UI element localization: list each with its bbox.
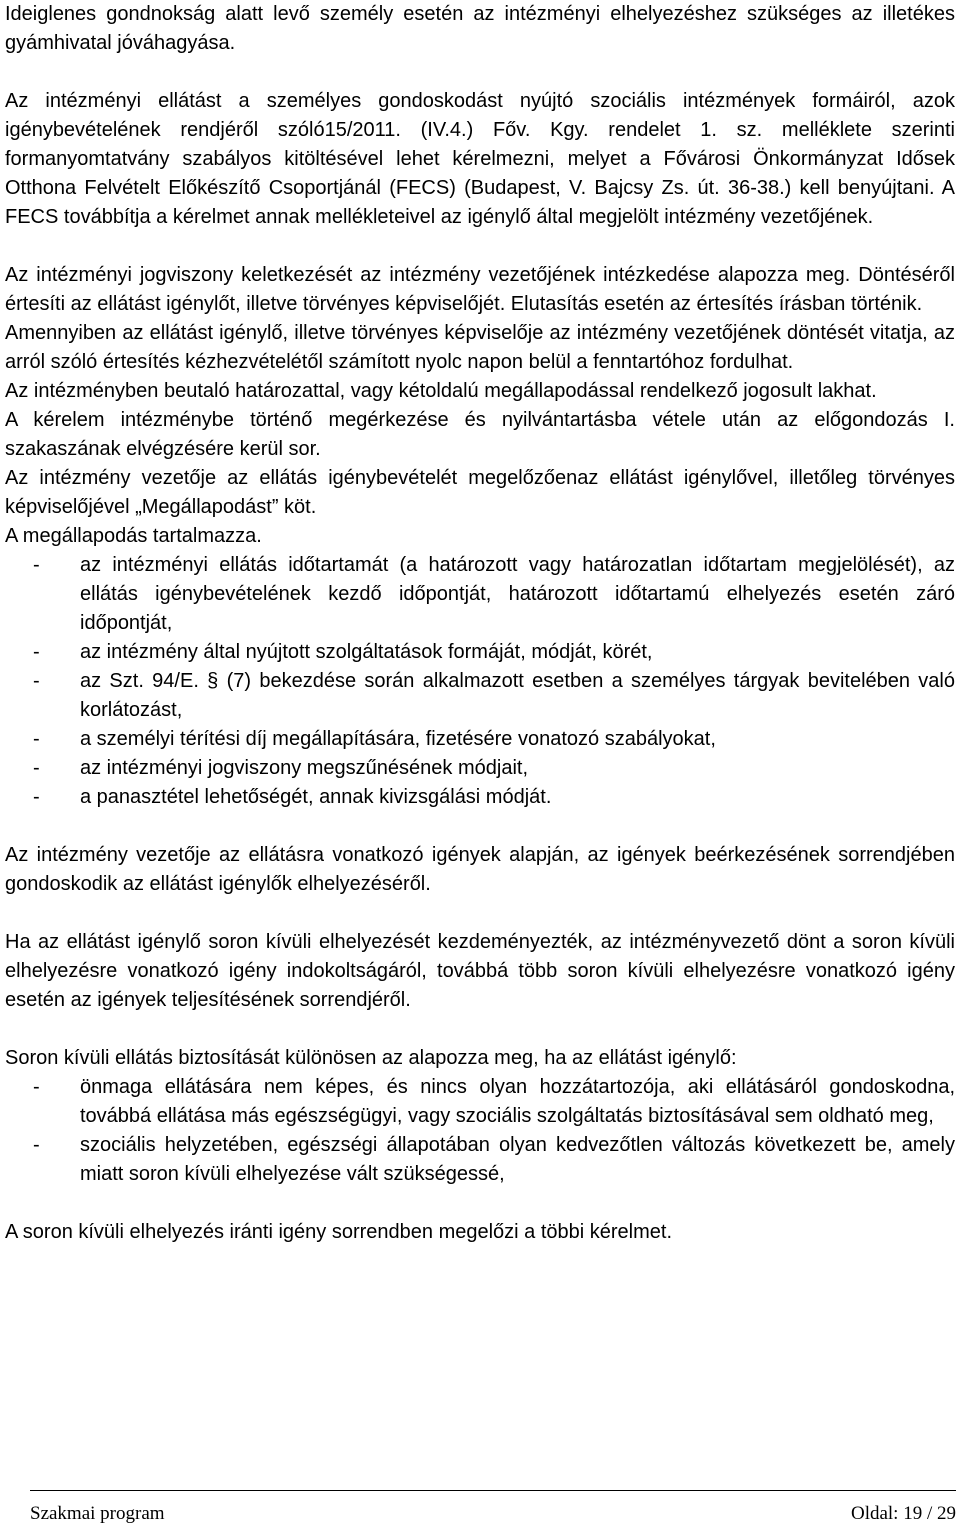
paragraph: Amennyiben az ellátást igénylő, illetve törvényes képviselője az intézmény vezetőjének döntését vitatja, az arról szóló értesítés kézhezvételétől számított nyolc napon belül a fenntartóhoz fordulhat. [5,322,955,373]
priority-criteria-list [5,1073,955,1189]
paragraph: Ideiglenes gondnokság alatt levő személy esetén az intézményi elhelyezéshez szükséges az illetékes gyámhivatal jóváhagyása. [5,3,955,54]
list-item [5,783,955,812]
list-item [5,638,955,667]
list-dash: - [33,786,40,808]
list-dash: - [33,670,40,692]
list-item [5,551,955,638]
list-item-text: az intézmény által nyújtott szolgáltatások formáját, módját, körét, [80,641,653,663]
list-dash: - [33,757,40,779]
list-dash: - [33,1076,40,1098]
list-item-text: önmaga ellátására nem képes, és nincs olyan hozzátartozója, aki ellátásáról gondoskodna, továbbá ellátása más egészségügyi, vagy szociális szolgáltatás biztosításával sem oldható meg, [80,1076,955,1127]
list-dash: - [33,554,40,576]
list-item [5,1131,955,1189]
list-item-text: az intézményi jogviszony megszűnésének módjait, [80,757,528,779]
paragraph: A kérelem intézménybe történő megérkezése és nyilvántartásba vétele után az előgondozás I. szakaszának elvégzésére kerül sor. [5,409,955,460]
list-item-text: az intézményi ellátás időtartamát (a határozott vagy határozatlan időtartam megjelölését), az ellátás igénybevételének kezdő időpontját, határozott időtartamú elhelyezés esetén záró időpontját, [80,554,955,634]
page-number: Oldal: 19 / 29 [850,1503,956,1524]
agreement-contents-list [5,551,955,812]
paragraph: Soron kívüli ellátás biztosítását különösen az alapozza meg, ha az ellátást igénylő: [5,1047,737,1069]
page-footer [30,1490,956,1524]
paragraph: Ha az ellátást igénylő soron kívüli elhelyezését kezdeményezték, az intézményvezető dönt a soron kívüli elhelyezésre vonatkozó igény indokoltságáról, továbbá több soron kívüli elhelyezésre vonatkozó igény esetén az igények teljesítésének sorrendjéről. [5,931,955,1011]
document-body [5,0,955,1247]
list-item-text: az Szt. 94/E. § (7) bekezdése során alkalmazott esetben a személyes tárgyak bevitelében való korlátozást, [80,670,955,721]
paragraph: Az intézményi ellátást a személyes gondoskodást nyújtó szociális intézmények formáiról, azok igénybevételének rendjéről szóló15/2011. (IV.4.) Főv. Kgy. rendelet 1. sz. melléklete szerinti formanyomtatvány szabályos kitöltésével lehet kérelmezni, melyet a Fővárosi Önkormányzat Idősek Otthona Felvételt Előkészítő Csoportjánál (FECS) (Budapest, V. Bajcsy Zs. út. 36-38.) kell benyújtani. A FECS továbbítja a kérelmet annak mellékleteivel az igénylő által megjelölt intézmény vezetőjének. [5,90,955,228]
list-item [5,754,955,783]
paragraph: Az intézmény vezetője az ellátás igénybevételét megelőzőenaz ellátást igénylővel, illetőleg törvényes képviselőjével „Megállapodást” köt. [5,467,955,518]
paragraph: Az intézményben beutaló határozattal, vagy kétoldalú megállapodással rendelkező jogosult lakhat. [5,380,877,402]
paragraph: A soron kívüli elhelyezés iránti igény sorrendben megelőzi a többi kérelmet. [5,1221,673,1243]
list-item-text: a személyi térítési díj megállapítására, fizetésére vonatozó szabályokat, [80,728,716,750]
list-item-text: a panasztétel lehetőségét, annak kivizsgálási módját. [80,786,552,808]
list-item [5,725,955,754]
footer-title: Szakmai program [30,1503,165,1524]
list-dash: - [33,728,40,750]
list-item [5,1073,955,1131]
list-dash: - [33,641,40,663]
list-item [5,667,955,725]
paragraph: A megállapodás tartalmazza. [5,525,262,547]
list-item-text: szociális helyzetében, egészségi állapotában olyan kedvezőtlen változás következett be, amely miatt soron kívüli elhelyezése vált szükségessé, [80,1134,955,1185]
list-dash: - [33,1134,40,1156]
paragraph: Az intézmény vezetője az ellátásra vonatkozó igények alapján, az igények beérkezésének sorrendjében gondoskodik az ellátást igénylők elhelyezéséről. [5,844,955,895]
paragraph: Az intézményi jogviszony keletkezését az intézmény vezetőjének intézkedése alapozza meg. Döntéséről értesíti az ellátást igénylőt, illetve törvényes képviselőjét. Elutasítás esetén az értesítés írásban történik. [5,264,955,315]
